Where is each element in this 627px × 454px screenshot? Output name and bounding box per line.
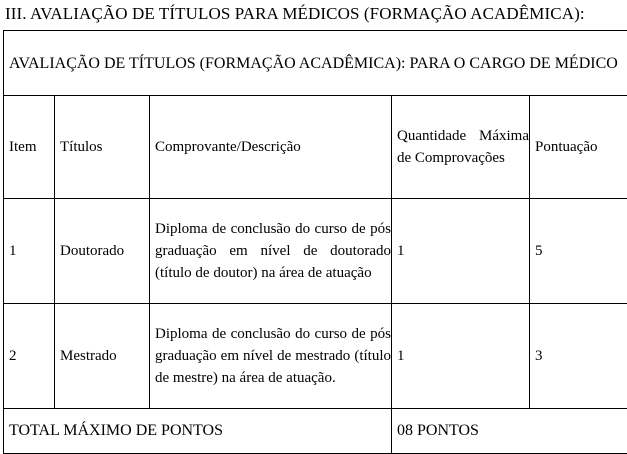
titles-evaluation-table [3, 30, 627, 454]
table-row [4, 199, 627, 304]
row-pontuacao: 5 [530, 199, 627, 304]
row-titulo: Doutorado [55, 199, 150, 304]
table-header-row [4, 96, 627, 199]
header-pontuacao: Pontuação [530, 96, 627, 199]
total-value: 08 PONTOS [392, 409, 627, 454]
row-item: 2 [4, 304, 55, 409]
table-title: AVALIAÇÃO DE TÍTULOS (FORMAÇÃO ACADÊMICA): PARA O CARGO DE MÉDICO [9, 52, 627, 75]
row-descricao: Diploma de conclusão do curso de pós graduação em nível de mestrado (título de mestre) na área de atuação. [150, 304, 392, 409]
header-quantidade: Quantidade Máxima de Comprovações [392, 96, 530, 199]
row-quantidade: 1 [392, 199, 530, 304]
header-comprovante: Comprovante/Descrição [150, 96, 392, 199]
table-title-cell [4, 31, 627, 96]
row-item: 1 [4, 199, 55, 304]
row-descricao: Diploma de conclusão do curso de pós graduação em nível de doutorado (título de doutor) na área de atuação [150, 199, 392, 304]
header-titulos: Títulos [55, 96, 150, 199]
row-titulo: Mestrado [55, 304, 150, 409]
table-title-row [4, 31, 627, 96]
total-label: TOTAL MÁXIMO DE PONTOS [4, 409, 392, 454]
row-pontuacao: 3 [530, 304, 627, 409]
row-quantidade: 1 [392, 304, 530, 409]
section-heading: III. AVALIAÇÃO DE TÍTULOS PARA MÉDICOS (FORMAÇÃO ACADÊMICA): [5, 4, 585, 24]
header-item: Item [4, 96, 55, 199]
table-row [4, 304, 627, 409]
